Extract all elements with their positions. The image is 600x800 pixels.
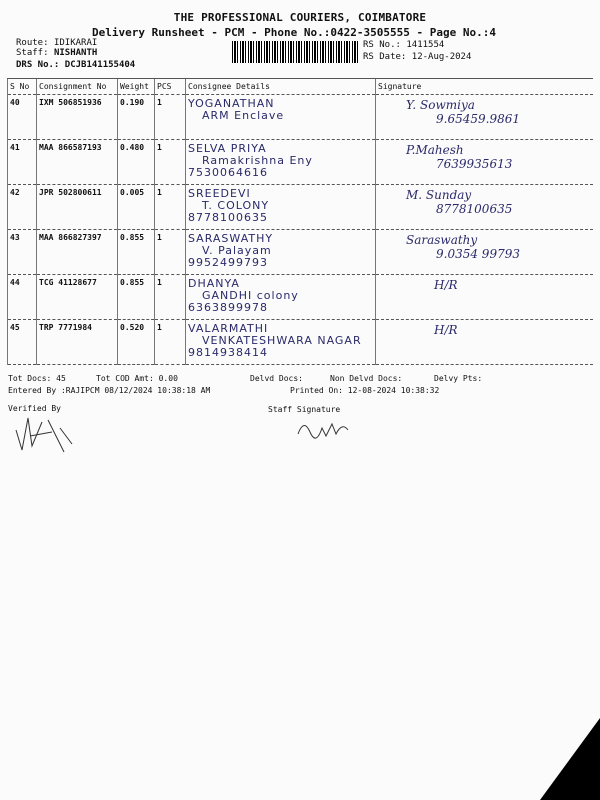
col-sno: S No <box>8 79 37 95</box>
row-pcs: 1 <box>155 140 186 185</box>
col-pcs: PCS <box>155 79 186 95</box>
table-row <box>8 140 594 185</box>
rs-date-line: RS Date: 12-Aug-2024 <box>363 52 472 62</box>
consignee-line: SREEDEVI <box>188 187 251 200</box>
runsheet-subtitle: Delivery Runsheet - PCM - Phone No.:0422-3505555 - Page No.:4 <box>92 26 496 39</box>
non-delvd-docs: Non Delvd Docs: <box>330 374 403 383</box>
row-weight: 0.005 <box>118 185 155 230</box>
row-consignee-details <box>186 275 376 320</box>
table-row <box>8 275 594 320</box>
row-signature <box>376 230 594 275</box>
staff-signature-scribble <box>296 414 356 442</box>
consignee-line: GANDHI colony <box>202 289 299 302</box>
staff-line: Staff: NISHANTH <box>16 48 98 58</box>
consignee-line: Ramakrishna Eny <box>202 154 313 167</box>
col-consignee: Consignee Details <box>186 79 376 95</box>
consignee-line: 9814938414 <box>188 346 268 359</box>
consignee-line: 8778100635 <box>188 211 268 224</box>
verified-signature-scribble <box>12 410 82 455</box>
consignee-line: 9952499793 <box>188 256 268 269</box>
row-consignment-no: MAA 866827397 <box>37 230 118 275</box>
row-pcs: 1 <box>155 230 186 275</box>
row-weight: 0.190 <box>118 95 155 140</box>
row-consignment-no: IXM 506851936 <box>37 95 118 140</box>
rs-no-line: RS No.: 1411554 <box>363 40 445 50</box>
table-header-row <box>8 79 594 95</box>
signature-line: H/R <box>434 323 458 337</box>
consignee-line: VALARMATHI <box>188 322 269 335</box>
table-row <box>8 320 594 365</box>
row-sno: 40 <box>8 95 37 140</box>
table-row <box>8 230 594 275</box>
barcode-image <box>232 41 359 63</box>
consignee-line: YOGANATHAN <box>188 97 275 110</box>
signature-line: P.Mahesh <box>406 143 464 157</box>
table-body <box>8 95 594 365</box>
signature-line: Saraswathy <box>406 233 478 247</box>
consignee-line: ARM Enclave <box>202 109 285 122</box>
signature-line: 9.65459.9861 <box>436 112 520 126</box>
row-pcs: 1 <box>155 275 186 320</box>
row-pcs: 1 <box>155 320 186 365</box>
row-pcs: 1 <box>155 95 186 140</box>
consignee-line: SARASWATHY <box>188 232 274 245</box>
company-title: THE PROFESSIONAL COURIERS, COIMBATORE <box>173 11 427 24</box>
row-consignment-no: MAA 866587193 <box>37 140 118 185</box>
row-signature <box>376 185 594 230</box>
signature-line: 8778100635 <box>436 202 513 216</box>
row-consignment-no: JPR 502800611 <box>37 185 118 230</box>
row-consignee-details <box>186 230 376 275</box>
printed-on: Printed On: 12-08-2024 10:38:32 <box>290 386 440 395</box>
page-corner-shadow <box>540 718 600 800</box>
signature-line: 7639935613 <box>436 157 513 171</box>
signature-line: 9.0354 99793 <box>436 247 520 261</box>
row-consignee-details <box>186 140 376 185</box>
entered-by: Entered By :RAJIPCM 08/12/2024 10:38:18 AM <box>8 386 211 395</box>
row-sno: 43 <box>8 230 37 275</box>
col-consignment: Consignment No <box>37 79 118 95</box>
row-sno: 44 <box>8 275 37 320</box>
row-weight: 0.480 <box>118 140 155 185</box>
row-signature <box>376 95 594 140</box>
consignee-line: VENKATESHWARA NAGAR <box>202 334 362 347</box>
row-signature <box>376 275 594 320</box>
row-consignee-details <box>186 320 376 365</box>
col-signature: Signature <box>376 79 594 95</box>
delvy-pts: Delvy Pts: <box>434 374 483 383</box>
consignee-line: SELVA PRIYA <box>188 142 267 155</box>
col-weight: Weight <box>118 79 155 95</box>
row-sno: 45 <box>8 320 37 365</box>
row-weight: 0.855 <box>118 230 155 275</box>
runsheet-table <box>7 78 593 365</box>
row-weight: 0.855 <box>118 275 155 320</box>
table-row <box>8 185 594 230</box>
tot-cod: Tot COD Amt: 0.00 <box>96 374 178 383</box>
signature-line: Y. Sowmiya <box>406 98 475 112</box>
consignee-line: T. COLONY <box>202 199 270 212</box>
consignee-line: DHANYA <box>188 277 240 290</box>
row-signature <box>376 320 594 365</box>
consignee-line: V. Palayam <box>202 244 272 257</box>
row-signature <box>376 140 594 185</box>
drs-line: DRS No.: DCJB141155404 <box>16 60 136 70</box>
tot-docs: Tot Docs: 45 <box>8 374 66 383</box>
consignee-line: 6363899978 <box>188 301 268 314</box>
row-consignment-no: TRP 7771984 <box>37 320 118 365</box>
delvd-docs: Delvd Docs: <box>250 374 303 383</box>
route-line: Route: IDIKARAI <box>16 38 98 48</box>
consignee-line: 7530064616 <box>188 166 268 179</box>
signature-line: M. Sunday <box>406 188 472 202</box>
row-pcs: 1 <box>155 185 186 230</box>
staff-signature-label: Staff Signature <box>268 405 341 414</box>
signature-line: H/R <box>434 278 458 292</box>
verified-by-label: Verified By <box>8 404 61 413</box>
row-consignee-details <box>186 95 376 140</box>
row-sno: 42 <box>8 185 37 230</box>
table-row <box>8 95 594 140</box>
row-consignee-details <box>186 185 376 230</box>
row-weight: 0.520 <box>118 320 155 365</box>
row-consignment-no: TCG 41128677 <box>37 275 118 320</box>
row-sno: 41 <box>8 140 37 185</box>
